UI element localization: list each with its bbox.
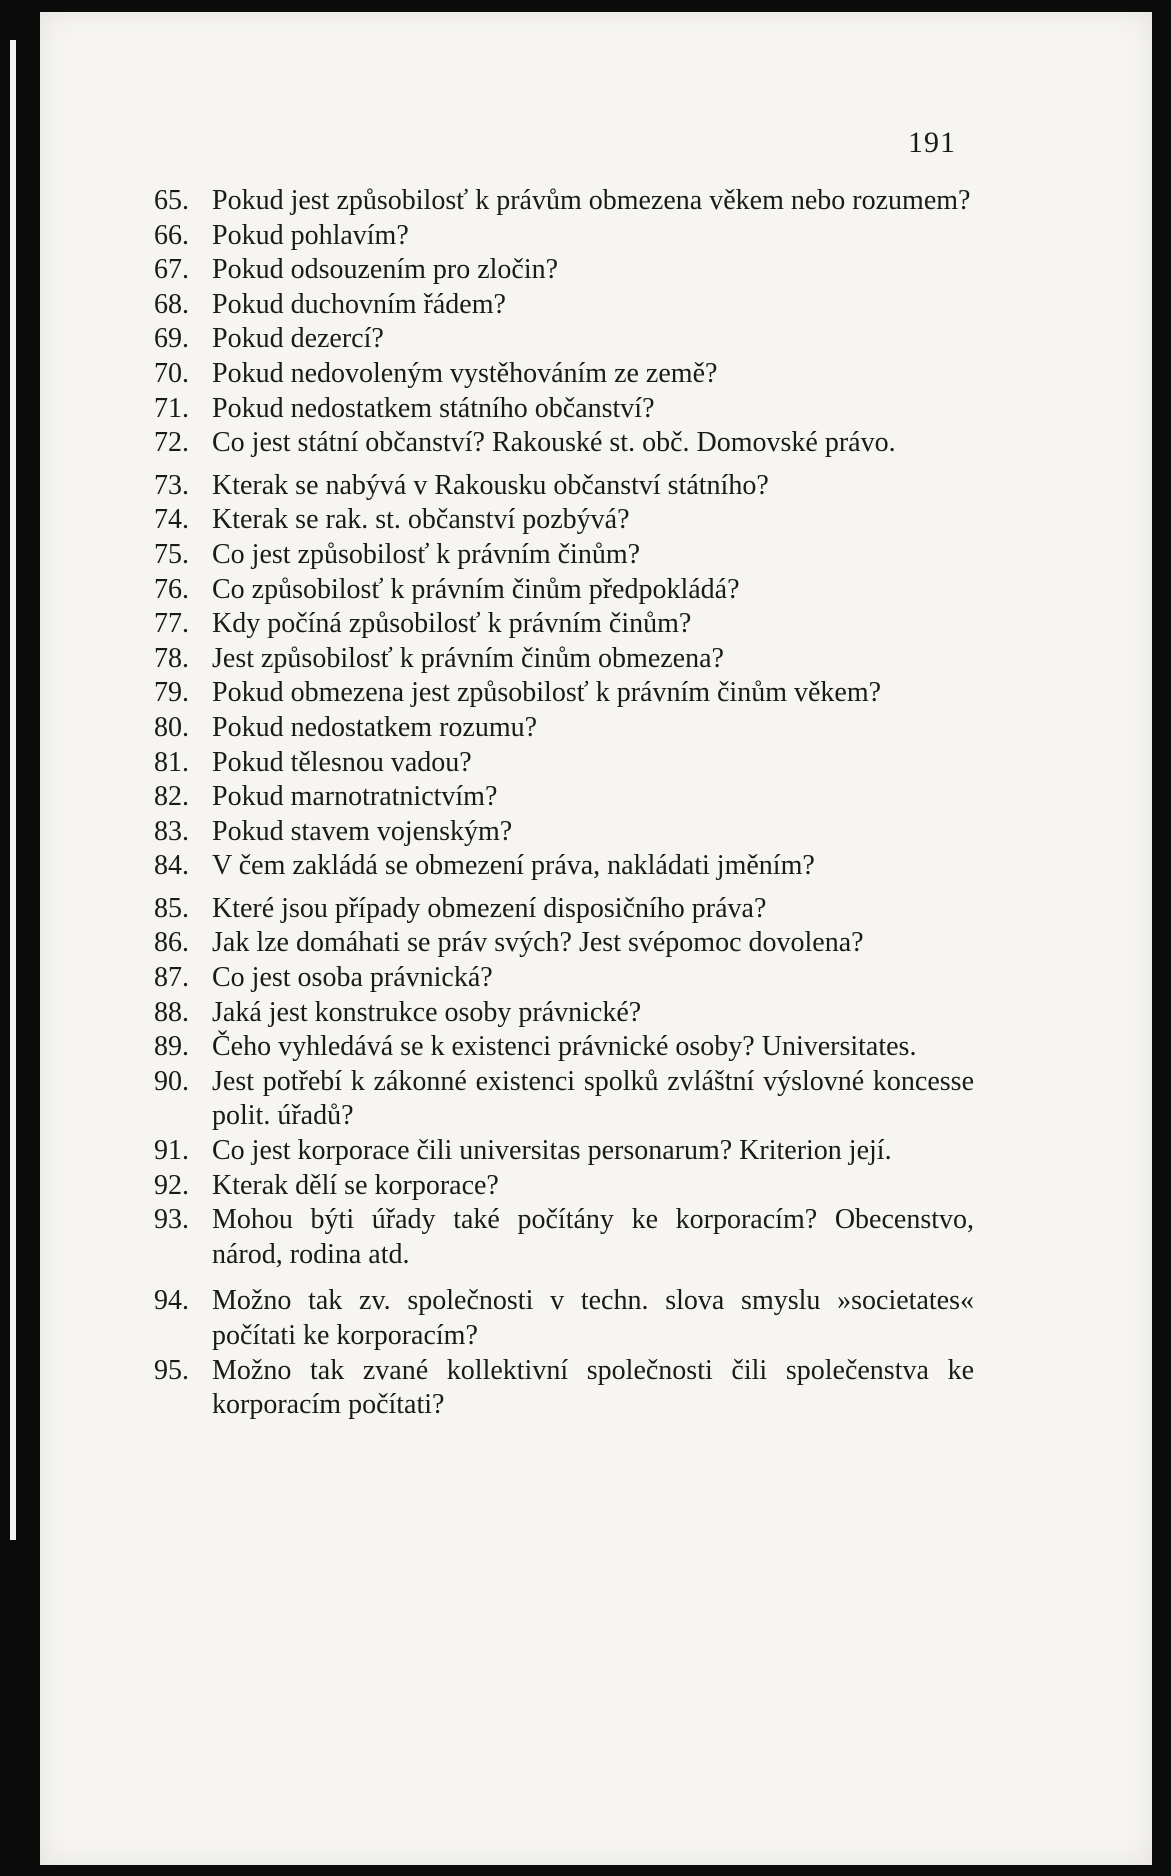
- list-item: [154, 253, 974, 288]
- question-text: Možno tak zvané kollektivní společnosti čili společenstva ke korporacím počítati?: [212, 1354, 974, 1421]
- question-number: 72.: [154, 427, 189, 459]
- list-item: [154, 642, 974, 677]
- question-number: 77.: [154, 608, 189, 640]
- list-item: [154, 1065, 974, 1134]
- question-list: [154, 184, 974, 1423]
- list-item: [154, 357, 974, 392]
- question-text: Pokud obmezena jest způsobilosť k právním činům věkem?: [212, 677, 882, 709]
- question-number: 83.: [154, 815, 189, 847]
- question-text: Co jest korporace čili universitas personarum? Kriterion její.: [212, 1135, 892, 1167]
- question-text: Pokud nedovoleným vystěhováním ze země?: [212, 357, 718, 389]
- list-item: [154, 1354, 974, 1423]
- list-item: [154, 711, 974, 746]
- list-item: [154, 1284, 974, 1353]
- question-number: 76.: [154, 573, 189, 605]
- question-text: Jak lze domáhati se práv svých? Jest svépomoc dovolena?: [212, 927, 864, 959]
- question-number: 70.: [154, 357, 189, 389]
- question-number: 92.: [154, 1169, 189, 1201]
- question-text: Kterak se rak. st. občanství pozbývá?: [212, 504, 630, 536]
- question-number: 89.: [154, 1031, 189, 1063]
- question-text: Pokud pohlavím?: [212, 219, 409, 251]
- list-item: [154, 469, 974, 504]
- question-number: 74.: [154, 504, 189, 536]
- question-number: 79.: [154, 677, 189, 709]
- question-text: Pokud duchovním řádem?: [212, 288, 506, 320]
- question-number: 68.: [154, 288, 189, 320]
- question-number: 65.: [154, 185, 189, 216]
- question-text: Pokud stavem vojenským?: [212, 815, 513, 847]
- question-number: 84.: [154, 850, 189, 882]
- list-item: [154, 1030, 974, 1065]
- question-number: 85.: [154, 892, 189, 924]
- question-number: 80.: [154, 711, 189, 743]
- question-text: Kterak se nabývá v Rakousku občanství státního?: [212, 469, 769, 501]
- question-number: 73.: [154, 469, 189, 501]
- question-text: Pokud dezercí?: [212, 323, 384, 355]
- list-item: [154, 573, 974, 608]
- question-text: Co jest způsobilosť k právním činům?: [212, 538, 641, 570]
- list-item: [154, 676, 974, 711]
- question-text: Mohou býti úřady také počítány ke korporacím? Obecenstvo, národ, rodina atd.: [212, 1204, 974, 1270]
- question-text: Kterak dělí se korporace?: [212, 1169, 499, 1201]
- list-item: [154, 961, 974, 996]
- question-number: 75.: [154, 538, 189, 570]
- question-number: 78.: [154, 642, 189, 674]
- question-number: 87.: [154, 962, 189, 994]
- question-number: 93.: [154, 1204, 189, 1236]
- question-text: Které jsou případy obmezení disposičního práva?: [212, 892, 767, 924]
- question-number: 67.: [154, 254, 189, 286]
- list-item: [154, 392, 974, 427]
- question-text: Jest způsobilosť k právním činům obmezena?: [212, 642, 724, 674]
- list-item: [154, 288, 974, 323]
- question-text: Pokud jest způsobilosť k právům obmezena věkem nebo rozumem?: [212, 185, 971, 216]
- question-text: Co jest osoba právnická?: [212, 962, 493, 994]
- list-item: [154, 1134, 974, 1169]
- list-item: [154, 607, 974, 642]
- question-text: Pokud odsouzením pro zločin?: [212, 254, 559, 286]
- question-text: Čeho vyhledává se k existenci právnické osoby? Universitates.: [212, 1031, 917, 1063]
- list-item: [154, 780, 974, 815]
- list-item: [154, 926, 974, 961]
- list-item: [154, 815, 974, 850]
- list-item: [154, 892, 974, 927]
- list-item: [154, 538, 974, 573]
- question-number: 95.: [154, 1354, 189, 1386]
- question-text: Jest potřebí k zákonné existenci spolků zvláštní výslovné koncesse polit. úřadů?: [212, 1065, 974, 1132]
- list-item: [154, 1169, 974, 1204]
- list-item: [154, 849, 974, 884]
- question-number: 88.: [154, 996, 189, 1028]
- list-item: [154, 503, 974, 538]
- question-text: Pokud marnotratnictvím?: [212, 781, 498, 813]
- question-number: 69.: [154, 323, 189, 355]
- list-item: [154, 219, 974, 254]
- list-item: [154, 184, 974, 219]
- question-text: Co jest státní občanství? Rakouské st. obč. Domovské právo.: [212, 427, 896, 459]
- question-number: 90.: [154, 1065, 189, 1097]
- question-number: 94.: [154, 1285, 189, 1317]
- question-number: 82.: [154, 781, 189, 813]
- question-number: 71.: [154, 392, 189, 424]
- list-item: [154, 746, 974, 781]
- question-text: Jaká jest konstrukce osoby právnické?: [212, 996, 642, 1028]
- list-item: [154, 426, 974, 461]
- question-number: 66.: [154, 219, 189, 251]
- question-number: 91.: [154, 1135, 189, 1167]
- question-text: Co způsobilosť k právním činům předpokládá?: [212, 573, 740, 605]
- page-number: 191: [908, 126, 956, 159]
- question-number: 81.: [154, 746, 189, 778]
- question-text: V čem zakládá se obmezení práva, nakládati jměním?: [212, 850, 815, 882]
- question-text: Pokud nedostatkem rozumu?: [212, 711, 538, 743]
- question-text: Možno tak zv. společnosti v techn. slova smyslu »societates« počítati ke korporacím?: [212, 1285, 974, 1351]
- list-item: [154, 996, 974, 1031]
- list-item: [154, 1203, 974, 1272]
- page-edge-strip: [10, 40, 16, 1540]
- question-text: Pokud nedostatkem státního občanství?: [212, 392, 655, 424]
- question-number: 86.: [154, 927, 189, 959]
- question-text: Kdy počíná způsobilosť k právním činům?: [212, 608, 692, 640]
- list-item: [154, 322, 974, 357]
- question-text: Pokud tělesnou vadou?: [212, 746, 472, 778]
